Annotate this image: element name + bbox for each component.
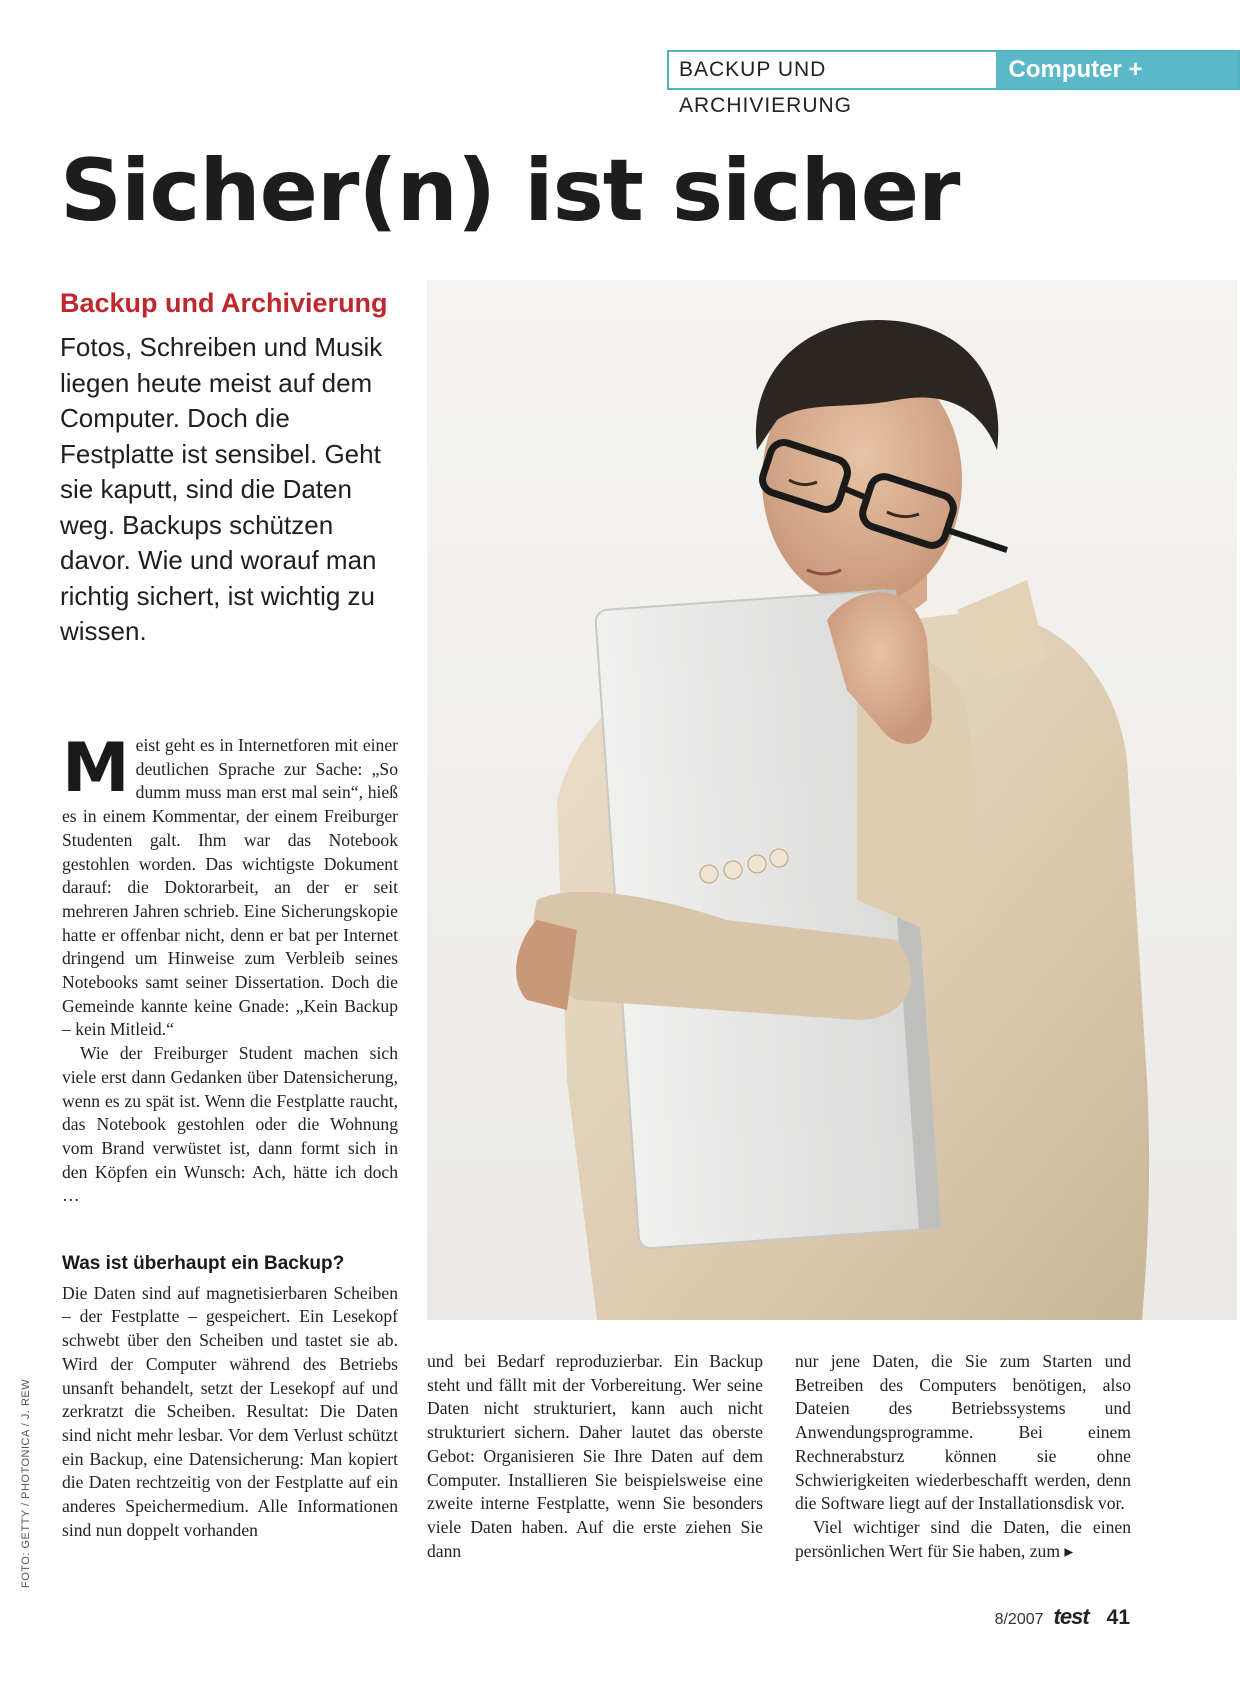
teaser: Fotos, Schreiben und Musik liegen heute meist auf dem Computer. Doch die Festplatte ist sensibel. Geht sie kaputt, sind die Daten weg. Backups schützen davor. Wie und worauf man richtig sichert, ist wichtig zu wissen.: [60, 332, 383, 646]
man-hugging-laptop-illustration: [427, 280, 1237, 1320]
photo-credit: FOTO: GETTY / PHOTONICA / J. REW: [20, 1378, 32, 1588]
category-label: Computer + Telefon: [996, 52, 1238, 88]
article-paragraph-6: Viel wichtiger sind die Daten, die einen persönlichen Wert für Sie haben, zum ▸: [795, 1516, 1131, 1561]
page-footer: [995, 1604, 1130, 1630]
article-column-1-continued: [62, 1252, 398, 1542]
magazine-logo: test: [1053, 1604, 1089, 1629]
article-column-2: [427, 1350, 763, 1563]
issue-number: 8/2007: [994, 1611, 1044, 1628]
article-paragraph-3: Die Daten sind auf magnetisierbaren Scheiben – der Festplatte – gespeichert. Ein Lesekopf schwebt über den Scheiben und tastet sie ab. Wird der Computer während des Betriebs unsanft behandelt, setzt der Lesekopf auf und zerkratzt die Scheiben. Resultat: Die Daten sind nicht mehr lesbar. Vor dem Verlust schützt ein Backup, eine Datensicherung: Man kopiert die Daten rechtzeitig von der Festplatte auf ein anderes Speichermedium. Alle Informationen sind nun doppelt vorhanden: [62, 1282, 398, 1540]
headline: Sicher(n) ist sicher: [60, 141, 960, 241]
article-column-1: [62, 729, 398, 1208]
dropcap: M: [62, 729, 130, 808]
section-tag: [667, 50, 1240, 119]
article-paragraph-1: eist geht es in Internetforen mit einer deutlichen Sprache zur Sache: „So dumm muss man erst mal sein“, hieß es in einem Kommentar, der einem Freiburger Studenten galt. Ihm war das Notebook gestohlen worden. Das wichtigste Dokument darauf: die Doktorarbeit, an der er seit mehreren Jahren schrieb. Eine Sicherungskopie hatte er offenbar nicht, denn er bat per Internet dringend um Hinweise zum Verbleib seines Notebooks samt seiner Dissertation. Doch die Gemeinde kannte keine Gnade: „Kein Backup – kein Mitleid.“: [62, 735, 398, 1040]
article-subhead: Was ist überhaupt ein Backup?: [62, 1253, 345, 1274]
article-column-3: [795, 1350, 1131, 1563]
article-photo: [427, 280, 1237, 1320]
article-paragraph-2: Wie der Freiburger Student machen sich viele erst dann Gedanken über Datensicherung, wenn es zu spät ist. Wenn die Festplatte raucht, das Notebook gestohlen oder die Wohnung vom Brand verwüstet ist, dann formt sich in den Köpfen ein Wunsch: Ach, hätte ich doch …: [62, 1043, 398, 1206]
kicker: Backup und Archivierung: [60, 288, 388, 318]
section-label: BACKUP UND ARCHIVIERUNG: [669, 52, 996, 88]
article-paragraph-4: und bei Bedarf reproduzierbar. Ein Backup steht und fällt mit der Vorbereitung. Wer seine Daten nicht strukturiert, kann auch nicht strukturiert sichern. Daher lautet das oberste Gebot: Organisieren Sie Ihre Daten auf dem Computer. Installieren Sie beispielsweise eine zweite interne Festplatte, wenn Sie besonders viele Daten haben. Auf die erste ziehen Sie dann: [427, 1351, 763, 1561]
article-paragraph-5: nur jene Daten, die Sie zum Starten und Betreiben des Computers benötigen, also Dateien des Betriebssystems und Anwendungsprogramme. Bei einem Rechnerabsturz können sie ohne Schwierigkeiten wiederbeschafft werden, denn die Software liegt auf der Installationsdisk vor.: [795, 1351, 1131, 1514]
page-number: 41: [1106, 1606, 1130, 1629]
